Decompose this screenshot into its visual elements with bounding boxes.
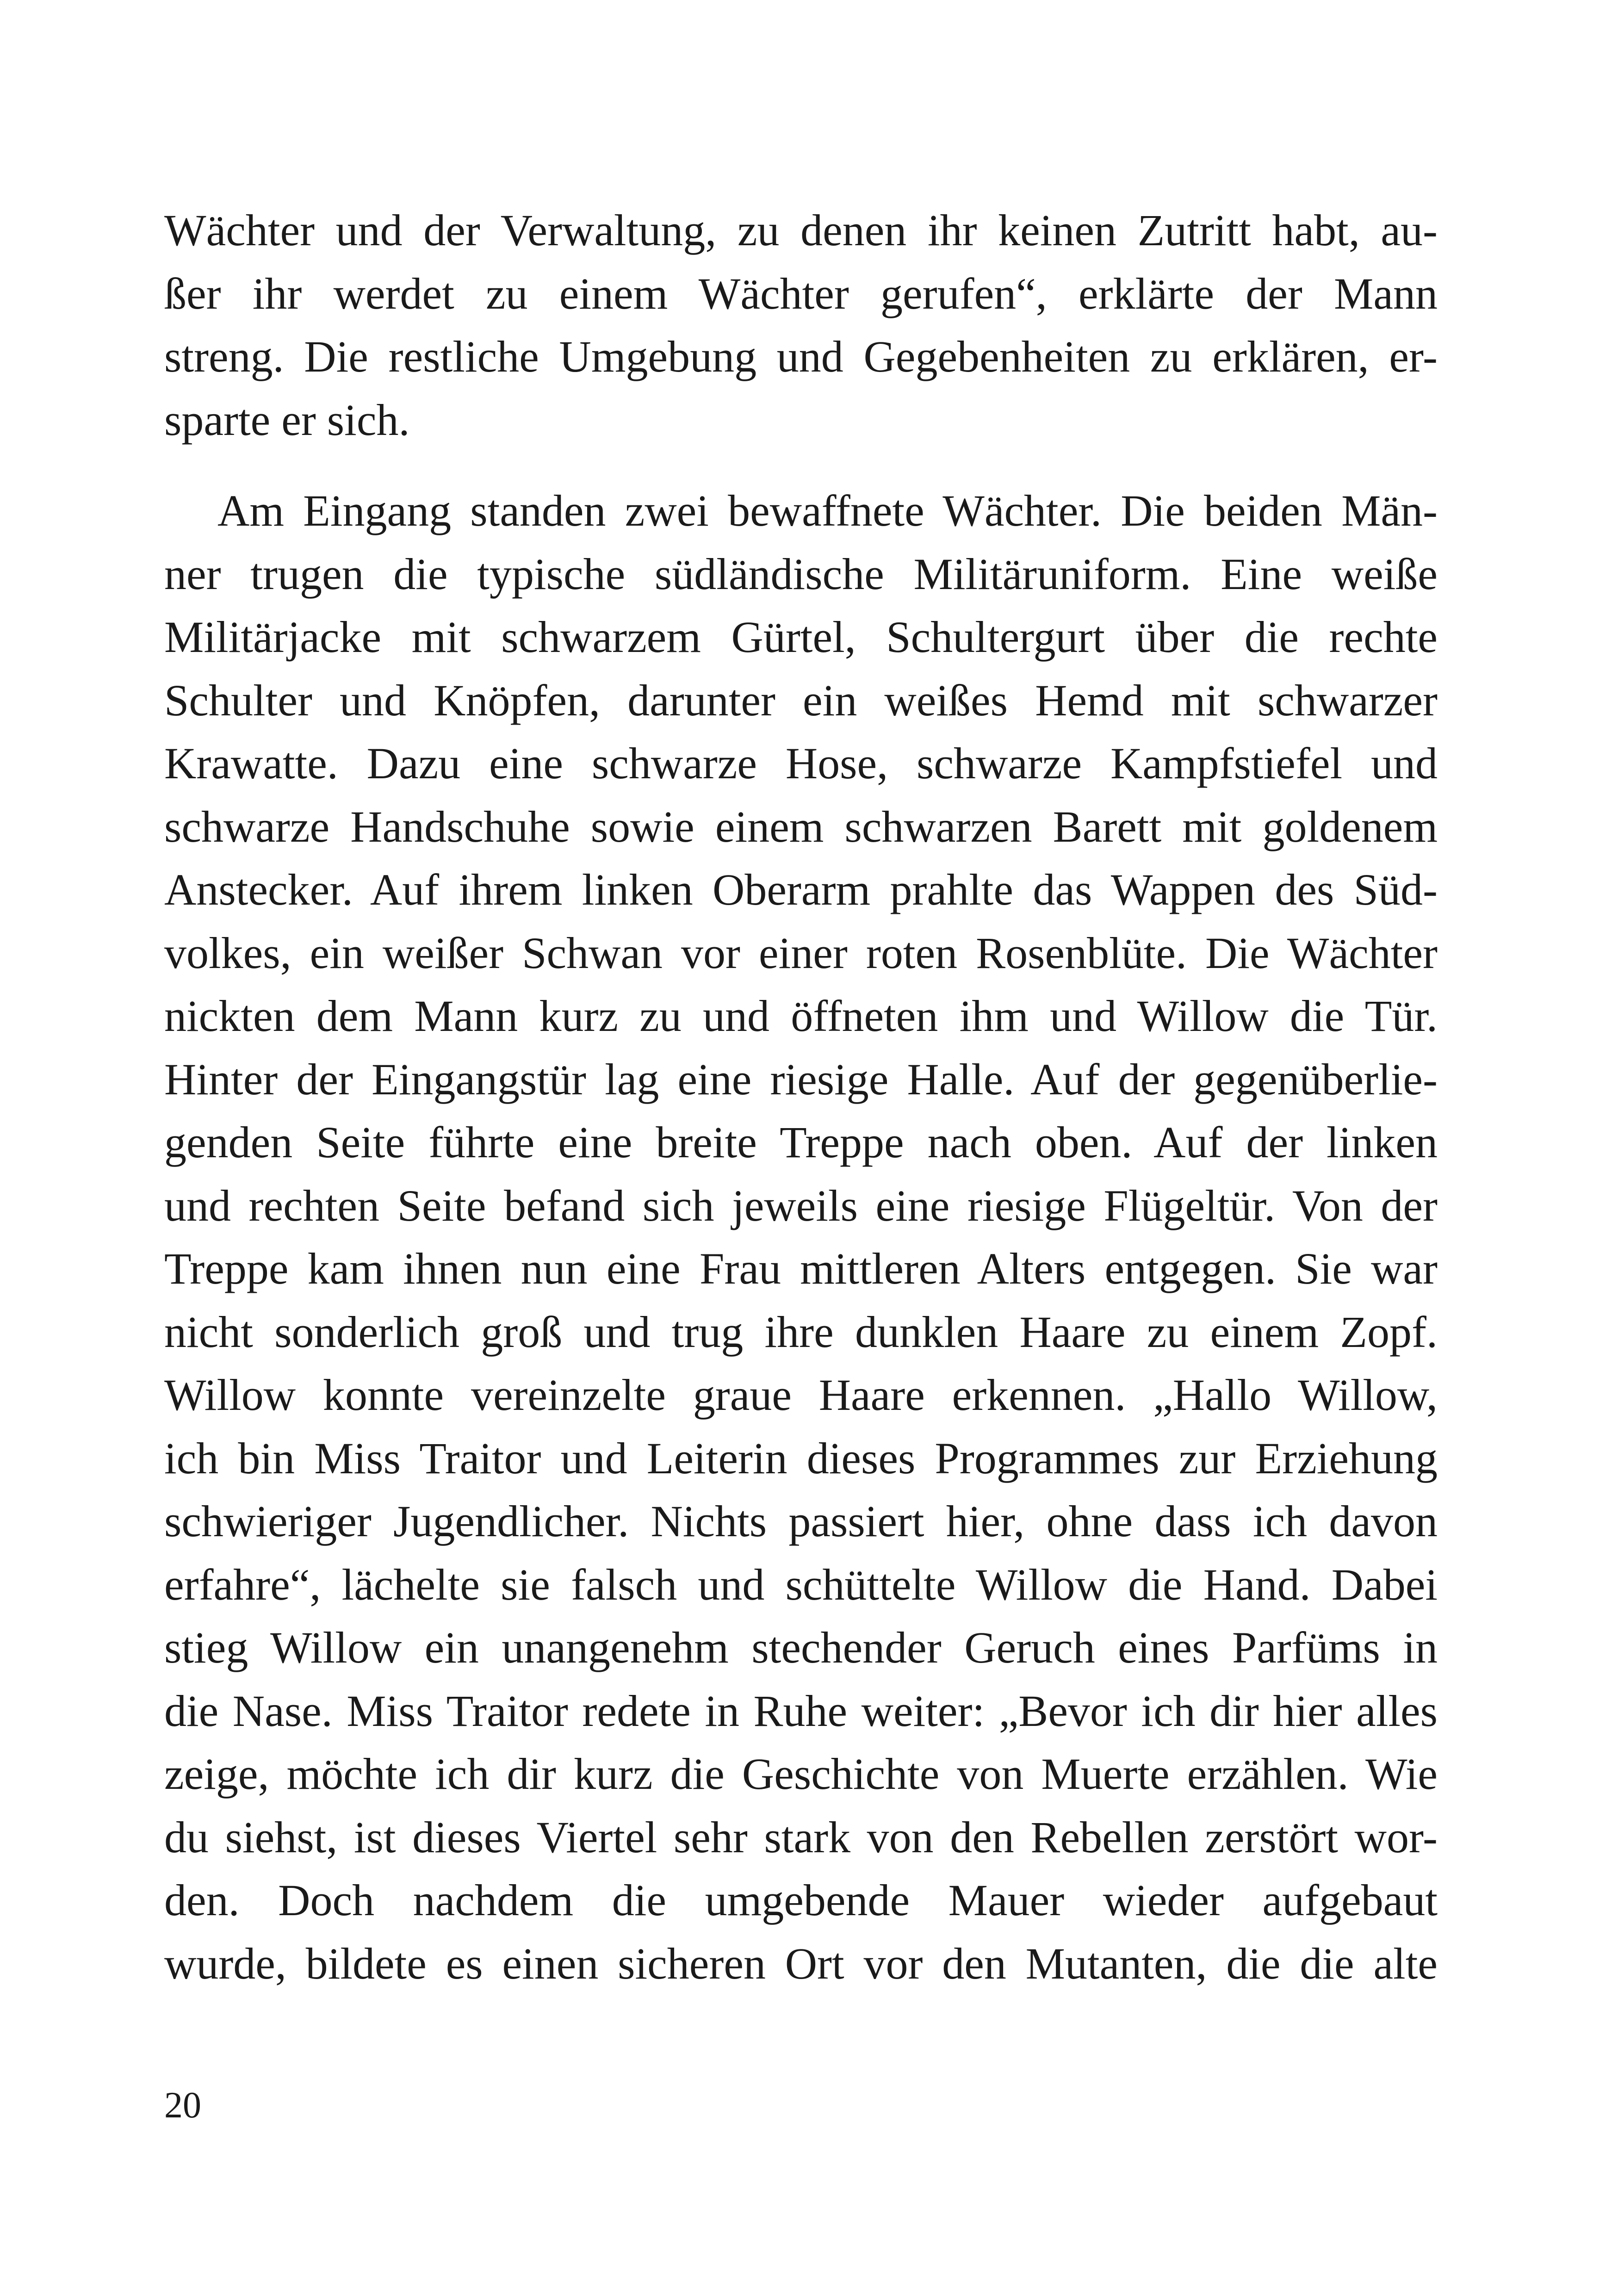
text-line: sparte er sich.: [164, 395, 410, 445]
text-line: nickten dem Mann kurz zu und öffneten ihm und Willow die Tür.: [164, 991, 1438, 1041]
paragraph: [164, 199, 1438, 452]
text-line: schwieriger Jugendlicher. Nichts passiert hier, ohne dass ich davon: [164, 1496, 1438, 1546]
text-line: Treppe kam ihnen nun eine Frau mittleren Alters entgegen. Sie war: [164, 1244, 1438, 1293]
text-line: den. Doch nachdem die umgebende Mauer wieder aufgebaut: [164, 1875, 1438, 1925]
text-line: Willow konnte vereinzelte graue Haare erkennen. „Hallo Willow,: [164, 1370, 1438, 1420]
text-line: Am Eingang standen zwei bewaffnete Wächter. Die beiden Män-: [217, 486, 1438, 535]
text-line: zeige, möchte ich dir kurz die Geschichte von Muerte erzählen. Wie: [164, 1749, 1438, 1799]
text-line: Krawatte. Dazu eine schwarze Hose, schwarze Kampfstiefel und: [164, 738, 1438, 788]
paragraph: [164, 479, 1438, 1995]
paragraph-spacer: [164, 452, 1438, 479]
text-line: genden Seite führte eine breite Treppe nach oben. Auf der linken: [164, 1117, 1438, 1167]
text-line: streng. Die restliche Umgebung und Gegebenheiten zu erklären, er-: [164, 332, 1438, 381]
text-line: Militärjacke mit schwarzem Gürtel, Schultergurt über die rechte: [164, 612, 1438, 662]
page-number: 20: [164, 2085, 201, 2126]
text-line: wurde, bildete es einen sicheren Ort vor den Mutanten, die die alte: [164, 1938, 1438, 1988]
text-line: ner trugen die typische südländische Militäruniform. Eine weiße: [164, 549, 1438, 599]
text-line: ßer ihr werdet zu einem Wächter gerufen“, erklärte der Mann: [164, 268, 1438, 318]
text-line: du siehst, ist dieses Viertel sehr stark von den Rebellen zerstört wor-: [164, 1812, 1438, 1862]
text-line: stieg Willow ein unangenehm stechender Geruch eines Parfüms in: [164, 1623, 1438, 1672]
text-line: Wächter und der Verwaltung, zu denen ihr keinen Zutritt habt, au-: [164, 205, 1438, 255]
text-line: und rechten Seite befand sich jeweils eine riesige Flügeltür. Von der: [164, 1180, 1438, 1230]
text-line: erfahre“, lächelte sie falsch und schüttelte Willow die Hand. Dabei: [164, 1559, 1438, 1609]
text-line: schwarze Handschuhe sowie einem schwarzen Barett mit goldenem: [164, 801, 1438, 851]
body-text: [164, 199, 1438, 1995]
text-line: nicht sonderlich groß und trug ihre dunklen Haare zu einem Zopf.: [164, 1307, 1438, 1357]
text-line: die Nase. Miss Traitor redete in Ruhe weiter: „Bevor ich dir hier alles: [164, 1686, 1438, 1736]
text-line: ich bin Miss Traitor und Leiterin dieses Programmes zur Erziehung: [164, 1433, 1438, 1483]
text-line: Hinter der Eingangstür lag eine riesige Halle. Auf der gegenüberlie-: [164, 1054, 1438, 1104]
text-line: Anstecker. Auf ihrem linken Oberarm prahlte das Wappen des Süd-: [164, 865, 1438, 914]
text-line: Schulter und Knöpfen, darunter ein weißes Hemd mit schwarzer: [164, 675, 1438, 725]
text-line: volkes, ein weißer Schwan vor einer roten Rosenblüte. Die Wächter: [164, 928, 1438, 978]
